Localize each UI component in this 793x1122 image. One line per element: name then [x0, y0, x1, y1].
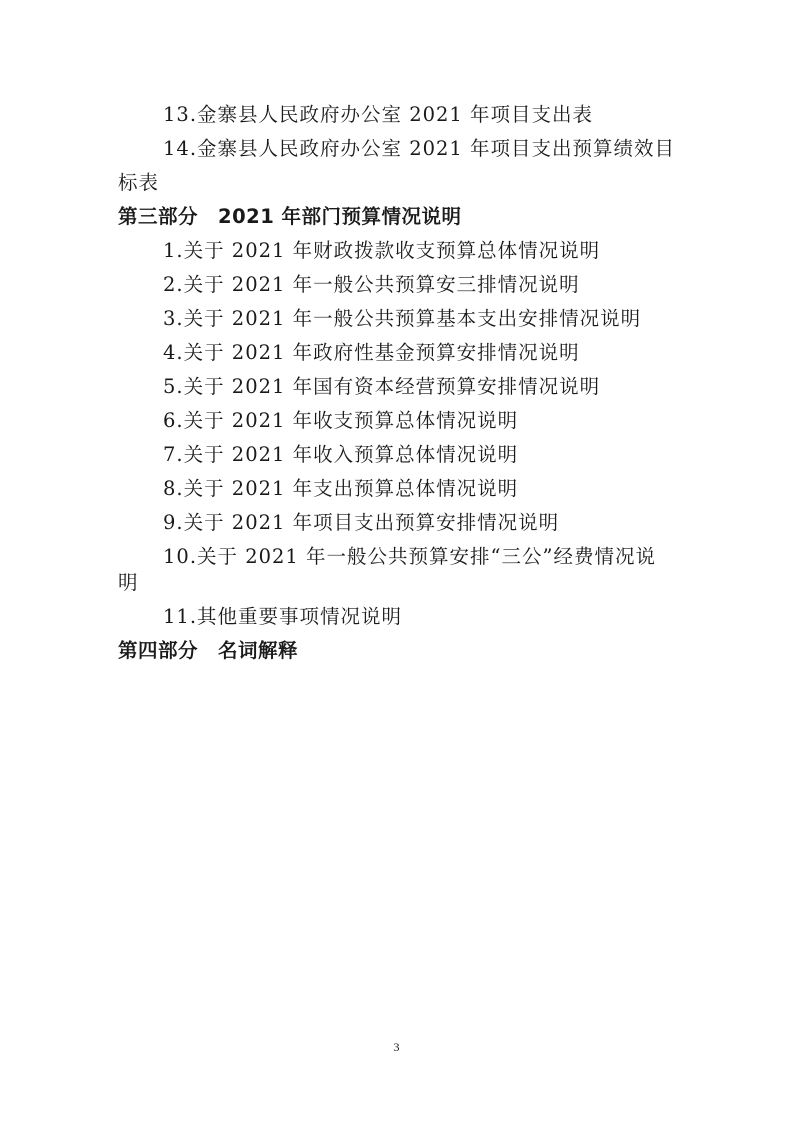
list-item: 10.关于 2021 年一般公共预算安排“三公”经费情况说 — [163, 545, 656, 568]
list-item-continuation: 明 — [118, 571, 139, 594]
section-heading: 第三部分 2021 年部门预算情况说明 — [118, 205, 462, 228]
list-item: 4.关于 2021 年政府性基金预算安排情况说明 — [163, 341, 580, 364]
list-item: 14.金寨县人民政府办公室 2021 年项目支出预算绩效目 — [163, 137, 676, 160]
list-item: 11.其他重要事项情况说明 — [163, 605, 403, 628]
list-item: 8.关于 2021 年支出预算总体情况说明 — [163, 477, 519, 500]
list-item: 6.关于 2021 年收支预算总体情况说明 — [163, 409, 519, 432]
list-item: 9.关于 2021 年项目支出预算安排情况说明 — [163, 511, 560, 534]
list-item: 5.关于 2021 年国有资本经营预算安排情况说明 — [163, 375, 601, 398]
list-item: 13.金寨县人民政府办公室 2021 年项目支出表 — [163, 103, 594, 126]
section-heading: 第四部分 名词解释 — [118, 639, 299, 662]
list-item: 1.关于 2021 年财政拨款收支预算总体情况说明 — [163, 239, 601, 262]
list-item-continuation: 标表 — [118, 171, 160, 194]
list-item: 3.关于 2021 年一般公共预算基本支出安排情况说明 — [163, 307, 642, 330]
list-item: 2.关于 2021 年一般公共预算安三排情况说明 — [163, 273, 580, 296]
list-item: 7.关于 2021 年收入预算总体情况说明 — [163, 443, 519, 466]
page-number: 3 — [393, 1040, 400, 1054]
